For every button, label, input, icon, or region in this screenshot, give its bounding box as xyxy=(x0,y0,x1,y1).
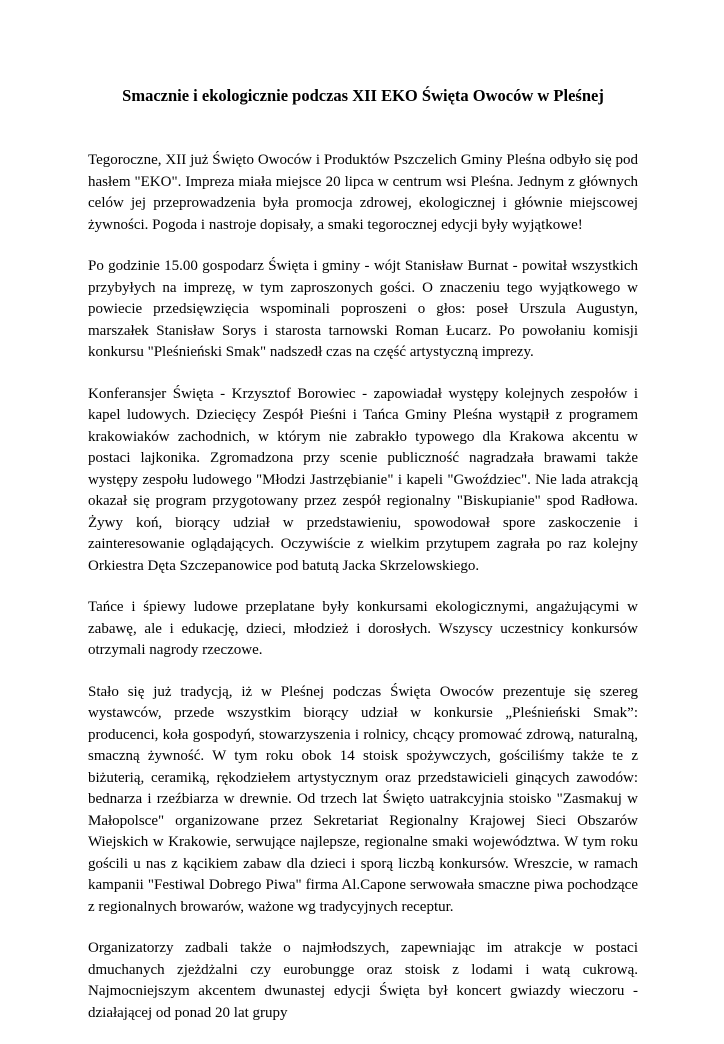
document-title: Smacznie i ekologicznie podczas XII EKO Święta Owoców w Pleśnej xyxy=(122,86,604,105)
paragraph-contests: Tańce i śpiewy ludowe przeplatane były konkursami ekologicznymi, angażującymi w zabawę, ale i edukację, dzieci, młodzież i dorosłych. Wszyscy uczestnicy konkursów otrzymali nagrody rzeczowe. xyxy=(88,599,638,658)
paragraph-attractions: Organizatorzy zadbali także o najmłodszych, zapewniając im atrakcje w postaci dmuchanych zjeżdżalni czy eurobungge oraz stoisk z lodami i watą cukrową. Najmocniejszym akcentem dwunastej edycji Święta był koncert gwiazdy wieczoru - działającej od ponad 20 lat grupy xyxy=(88,940,638,1021)
paragraph-opening: Po godzinie 15.00 gospodarz Święta i gminy - wójt Stanisław Burnat - powitał wszystkich przybyłych na imprezę, w tym zaproszonych gości. O znaczeniu tego wyjątkowego w powiecie przedsięwzięcia wspominali poproszeni o głos: poseł Urszula Augustyn, marszałek Stanisław Sorys i starosta tarnowski Roman Łucarz. Po powołaniu komisji konkursu "Pleśnieński Smak" nadszedł czas na część artystyczną imprezy. xyxy=(88,258,638,360)
paragraph-exhibitors: Stało się już tradycją, iż w Pleśnej podczas Święta Owoców prezentuje się szereg wystawców, przede wszystkim biorący udział w konkursie „Pleśnieński Smak”: producenci, koła gospodyń, stowarzyszenia i rolnicy, chcący promować zdrową, naturalną, smaczną żywność. W tym roku obok 14 stoisk spożywczych, gościliśmy także te z biżuterią, ceramiką, rękodziełem artystycznym oraz przedstawicieli ginących zawodów: bednarza i rzeźbiarza w drewnie. Od trzech lat Święto uatrakcyjnia stoisko "Zasmakuj w Małopolsce" organizowane przez Sekretariat Regionalny Krajowej Sieci Obszarów Wiejskich w Krakowie, serwujące najlepsze, regionalne smaki województwa. W tym roku gościli u nas z kącikiem zabaw dla dzieci i sporą liczbą konkursów. Wreszcie, w ramach kampanii "Festiwal Dobrego Piwa" firma Al.Capone serwowała smaczne piwa pochodzące z regionalnych browarów, ważone wg tradycyjnych receptur. xyxy=(88,683,638,915)
paragraph-intro: Tegoroczne, XII już Święto Owoców i Produktów Pszczelich Gminy Pleśna odbyło się pod hasłem "EKO". Impreza miała miejsce 20 lipca w centrum wsi Pleśna. Jednym z głównych celów jej przeprowadzenia była promocja zdrowej, ekologicznej i głównie miejscowej żywności. Pogoda i nastroje dopisały, a smaki tegorocznej edycji były wyjątkowe! xyxy=(88,152,638,233)
article-body xyxy=(88,150,638,1044)
paragraph-performances: Konferansjer Święta - Krzysztof Borowiec - zapowiadał występy kolejnych zespołów i kapel ludowych. Dziecięcy Zespół Pieśni i Tańca Gminy Pleśna wystąpił z programem krakowiaków zachodnich, w którym nie zabrakło typowego dla Krakowa akcentu w postaci lajkonika. Zgromadzona przy scenie publiczność nagradzała brawami także występy zespołu ludowego "Młodzi Jastrzębianie" i kapeli "Gwoździec". Nie lada atrakcją okazał się program przygotowany przez zespół regionalny "Biskupianie" spod Radłowa. Żywy koń, biorący udział w przedstawieniu, spowodował spore zaskoczenie i zainteresowanie oglądających. Oczywiście z wielkim przytupem zagrała po raz kolejny Orkiestra Dęta Szczepanowice pod batutą Jacka Skrzelowskiego. xyxy=(88,385,638,574)
